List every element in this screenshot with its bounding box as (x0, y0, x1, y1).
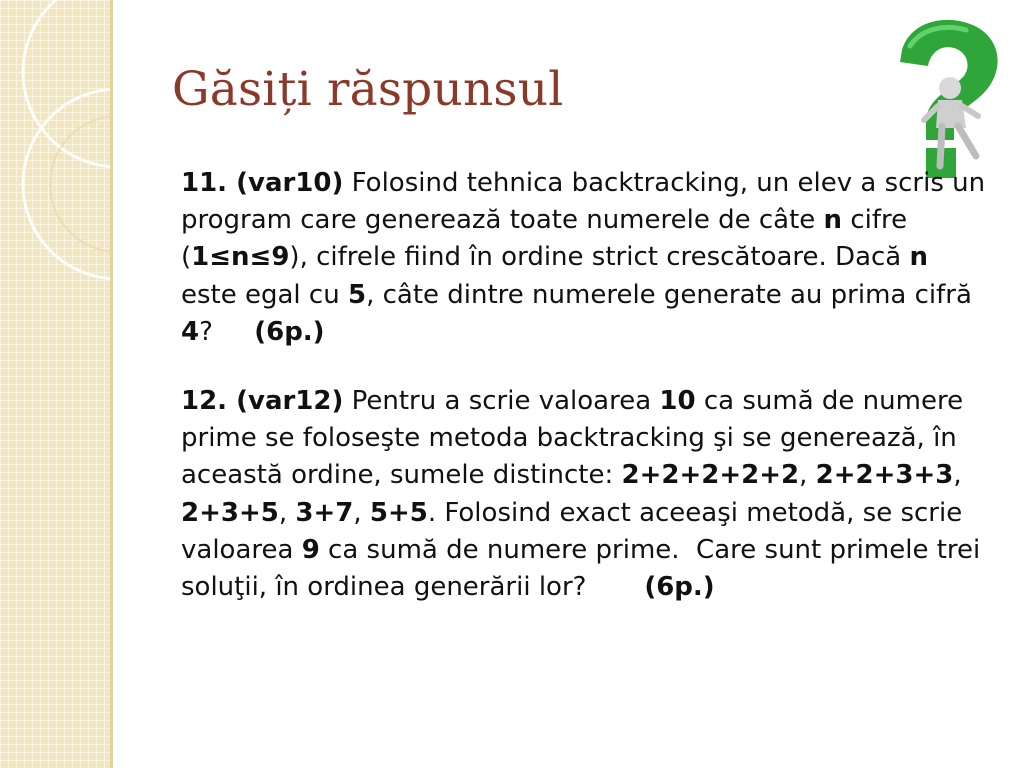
problem-12-points: (6p.) (644, 572, 715, 603)
problem-12-sum: 2+2+2+2+2 (621, 460, 800, 491)
problem-12-separator: , (278, 497, 296, 528)
problem-12-sum: 5+5 (369, 497, 428, 528)
decorative-circles (0, 0, 113, 768)
problem-11-text: Folosind tehnica backtracking, un elev a scris un program care generează toate numerele de câte (181, 168, 986, 236)
problem-12-text: . Folosind exact aceeaşi metodă, se scrie valoarea (181, 497, 963, 565)
problem-11-range: 1≤n≤9 (191, 242, 290, 273)
decorative-side-strip (0, 0, 113, 768)
problem-12-value: 9 (301, 534, 320, 565)
problem-12-separator: , (353, 497, 370, 528)
problem-12 (181, 383, 991, 606)
problem-11-digit: 4 (181, 316, 200, 347)
question-mark-figure-icon (880, 16, 1008, 188)
problem-12-text: ca sumă de numere prime. Care sunt primele trei soluţii, în ordinea generării lor? (181, 534, 989, 603)
problem-12-number: 12. (var12) (181, 386, 344, 417)
problem-12-sum: 2+2+3+3 (815, 460, 954, 491)
problem-12-sum: 2+3+5 (181, 497, 279, 528)
problem-12-sum: 3+7 (295, 497, 354, 528)
problem-11-text: ? (199, 316, 255, 347)
problem-11-text: ), cifrele fiind în ordine strict crescătoare. Dacă (289, 242, 910, 273)
problem-11-text: cifre ( (181, 205, 908, 273)
problem-12-separator: , (953, 460, 962, 491)
problem-12-value: 10 (659, 386, 696, 417)
problem-11-points: (6p.) (254, 316, 325, 347)
problem-11-var-n: n (909, 242, 929, 273)
slide-body (181, 165, 991, 606)
problem-11-value: 5 (347, 279, 367, 310)
problem-11-var-n: n (823, 205, 843, 236)
problem-12-text: ca sumă de numere prime se foloseşte metoda backtracking şi se generează, în această ordine, sumele distincte: (181, 386, 964, 491)
problem-11 (181, 165, 991, 351)
problem-11-text: , câte dintre numerele generate au prima cifră (366, 279, 972, 310)
problem-11-number: 11. (var10) (181, 168, 344, 198)
problem-12-text: Pentru a scrie valoarea (343, 386, 660, 417)
problem-12-separator: , (799, 460, 816, 491)
slide-title: Găsiți răspunsul (172, 62, 564, 117)
problem-11-text: este egal cu (181, 279, 348, 310)
